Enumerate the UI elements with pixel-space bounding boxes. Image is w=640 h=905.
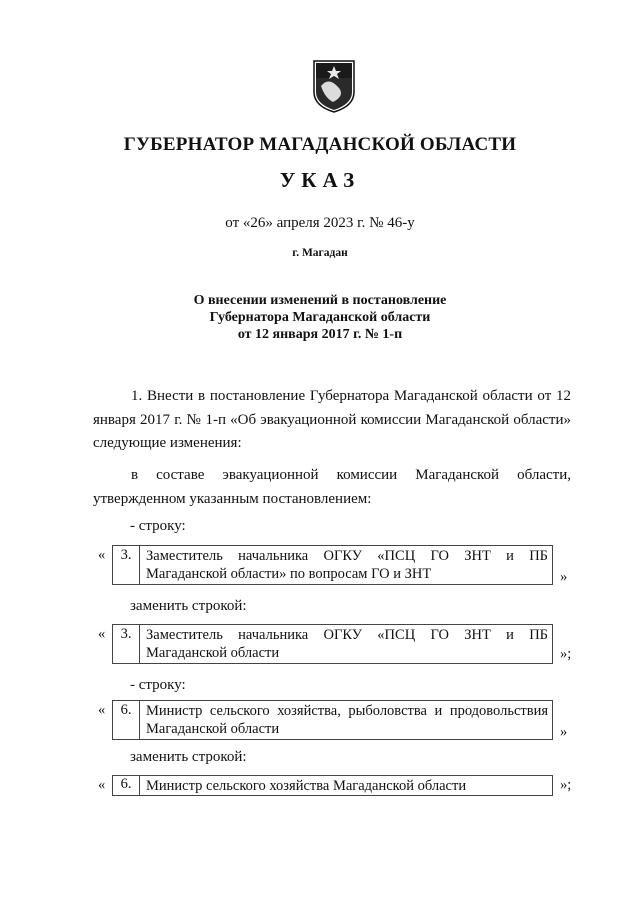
subject-line-3: от 12 января 2017 г. № 1-п — [237, 327, 403, 342]
quote-close: »; — [560, 777, 572, 793]
quote-open: « — [98, 626, 106, 642]
label-row: - строку: — [130, 677, 186, 693]
city-line: г. Магадан — [292, 247, 348, 259]
row-number: 6. — [112, 775, 140, 796]
paragraph-2: в составе эвакуационной комиссии Магаданской области, утвержденном указанным постановлением: — [93, 467, 571, 507]
magadan-coat-of-arms-icon — [311, 58, 357, 114]
row-text: Заместитель начальника ОГКУ «ПСЦ ГО ЗНТ и ПБ Магаданской области — [140, 624, 553, 664]
document-subject — [0, 292, 640, 343]
label-row: - строку: — [130, 518, 186, 534]
label-replace: заменить строкой: — [130, 749, 247, 765]
quote-close: » — [560, 569, 568, 585]
row-number: 3. — [112, 545, 140, 585]
issuer-title: ГУБЕРНАТОР МАГАДАНСКОЙ ОБЛАСТИ — [123, 134, 517, 155]
row-text: Министр сельского хозяйства, рыболовства и продовольствия Магаданской области — [140, 700, 553, 740]
subject-line-1: О внесении изменений в постановление — [193, 293, 447, 308]
quote-close: » — [560, 724, 568, 740]
row-text: Заместитель начальника ОГКУ «ПСЦ ГО ЗНТ и ПБ Магаданской области» по вопросам ГО и ЗНТ — [140, 545, 553, 585]
quote-open: « — [98, 777, 106, 793]
document-type: УКАЗ — [279, 168, 361, 192]
label-replace: заменить строкой: — [130, 598, 247, 614]
paragraph-1: 1. Внести в постановление Губернатора Магаданской области от 12 января 2017 г. № 1-п «Об эвакуационной комиссии Магаданской области» следующие изменения: — [93, 388, 571, 451]
row-number: 3. — [112, 624, 140, 664]
quote-open: « — [98, 547, 106, 563]
row-number: 6. — [112, 700, 140, 740]
row-text: Министр сельского хозяйства Магаданской области — [140, 775, 553, 796]
quote-close: »; — [560, 646, 572, 662]
quote-open: « — [98, 702, 106, 718]
date-number-line: от «26» апреля 2023 г. № 46-у — [225, 215, 415, 231]
subject-line-2: Губернатора Магаданской области — [209, 310, 431, 325]
